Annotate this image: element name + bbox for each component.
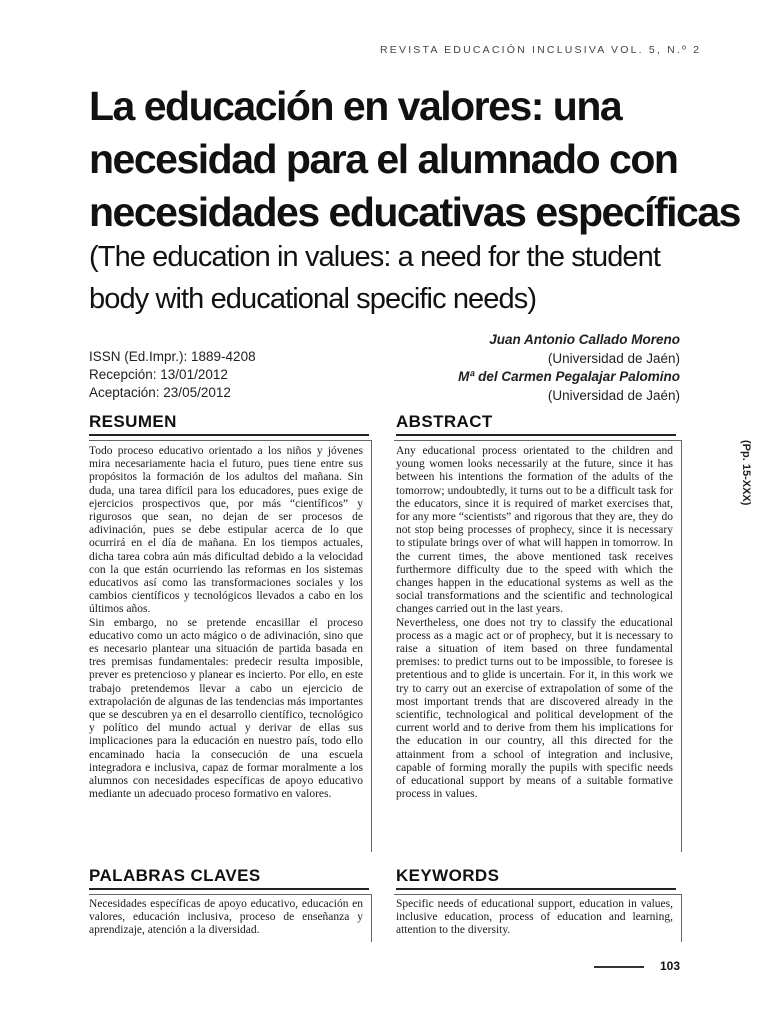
paragraph: Any educational process orientated to the children and young women looks necessarily at the future, since it has between his intentions the formation of the adults of the tomorrow; undoubtedly, it turns out to be a difficult task for the educators, since it is required of market exercises that, for any more “scientists” and rigorous that they are, they do not stop being processes of prophecy, since it is necessary to stipulate brings over of what will happen in tomorrow. In the current times, the above mentioned task receives furthermore difficulty due to the speed with which the changes happen in the educational systems as well as the social transformations and the scientific and technological changes carried out in the last years.: [396, 445, 673, 616]
journal-header: REVISTA EDUCACIÓN INCLUSIVA VOL. 5, N.º 2: [380, 44, 702, 56]
keywords-heading: KEYWORDS: [396, 866, 500, 885]
section-rule: [396, 888, 676, 890]
acceptance-date: Aceptación: 23/05/2012: [89, 385, 231, 400]
section-rule: [396, 434, 676, 436]
author-affiliation: (Universidad de Jaén): [547, 350, 680, 366]
author-affiliation: (Universidad de Jaén): [547, 387, 680, 403]
issn: ISSN (Ed.Impr.): 1889-4208: [89, 349, 256, 364]
abstract-text: [394, 441, 681, 801]
title-line: La educación en valores: una: [89, 83, 622, 129]
paragraph: Sin embargo, no se pretende encasillar el proceso educativo como un acto mágico o de adivinación, sino que es necesario plantear una situación de partida basada en tres premisas fundamentales: predecir resulta imposible, prever es pretencioso y planear es incierto. Por ello, en este trabajo pretendemos llevar a cabo un ejercicio de extrapolación de algunas de las tendencias más importantes que se descubren ya en el desarrollo científico, tecnológico y político del mundo actual y derivar de ellas sus implicaciones para la educación en nuestro país, todo ello encaminado hacia la consecución de una escuela integradora e inclusiva, capaz de formar moralmente a los alumnos con necesidades específicas de apoyo educativo mediante un adecuado proceso formativo en valores.: [89, 616, 363, 801]
palabras-text: Necesidades específicas de apoyo educativo, educación en valores, educación inclusiva, proceso de enseñanza y aprendizaje, atención a la diversidad.: [89, 898, 363, 937]
abstract-box: [394, 440, 682, 852]
author-name: Mª del Carmen Pegalajar Palomino: [458, 369, 680, 384]
title-line: necesidad para el alumnado con: [89, 136, 678, 182]
palabras-box: [89, 894, 372, 942]
palabras-heading: PALABRAS CLAVES: [89, 866, 261, 885]
article-subtitle: [89, 236, 689, 320]
paragraph: Todo proceso educativo orientado a los niños y jóvenes mira necesariamente hacia el futuro, pues tiene entre sus propósitos la formación de los adultos del mañana. Sin duda, una tarea difícil para los educadores, pues exige de ejercicios prospectivos que, por más “científicos” y rigurosos que sean, no dejan de ser procesos de adivinación, pues se debe estipular acerca de lo que ocurrirá en el día de mañana. En los tiempos actuales, dicha tarea cobra aún más dificultad debido a la velocidad con la que están ocurriendo las reformas en los sistemas educativos así como las transformaciones sociales y los cambios científicos y tecnológicos llevados a cabo en los últimos años.: [89, 445, 363, 616]
author-list: [360, 331, 680, 405]
keywords-box: [394, 894, 682, 942]
section-rule: [89, 888, 369, 890]
keywords-text: Specific needs of educational support, education in values, inclusive education, process of education and learning, attention to the diversity.: [396, 898, 673, 937]
reception-date: Recepción: 13/01/2012: [89, 367, 228, 382]
page-range-note: (Pp. 15-XXX): [740, 440, 752, 506]
resumen-text: [89, 441, 371, 801]
page-number: 103: [659, 959, 680, 973]
paragraph: Nevertheless, one does not try to classify the educational process as a magic act or of prophecy, but it is necessary to raise a situation of item based on three fundamental premises: to predict turns out to be impossible, to foresee is pretentious and to glide is uncertain. For it, in this work we try to carry out an exercise of extrapolation of some of the most important trends that are discovered already in the scientific, technological and political development of the current world and to derive from them his implications for the education in our country, all this directed for the attainment from a school of integration and inclusive, capable of forming morally the pupils with specific needs of educational support by means of a suitable formative process in values.: [396, 616, 673, 801]
subtitle-line: body with educational specific needs): [89, 283, 537, 315]
abstract-heading: ABSTRACT: [396, 412, 493, 431]
footer-rule: [594, 966, 644, 968]
subtitle-line: (The education in values: a need for the student: [89, 241, 661, 273]
section-rule: [89, 434, 369, 436]
resumen-heading: RESUMEN: [89, 412, 177, 431]
resumen-box: [89, 440, 372, 852]
article-title: [89, 80, 740, 239]
author-name: Juan Antonio Callado Moreno: [489, 332, 680, 347]
publication-meta: [89, 348, 256, 402]
title-line: necesidades educativas específicas: [89, 189, 740, 235]
